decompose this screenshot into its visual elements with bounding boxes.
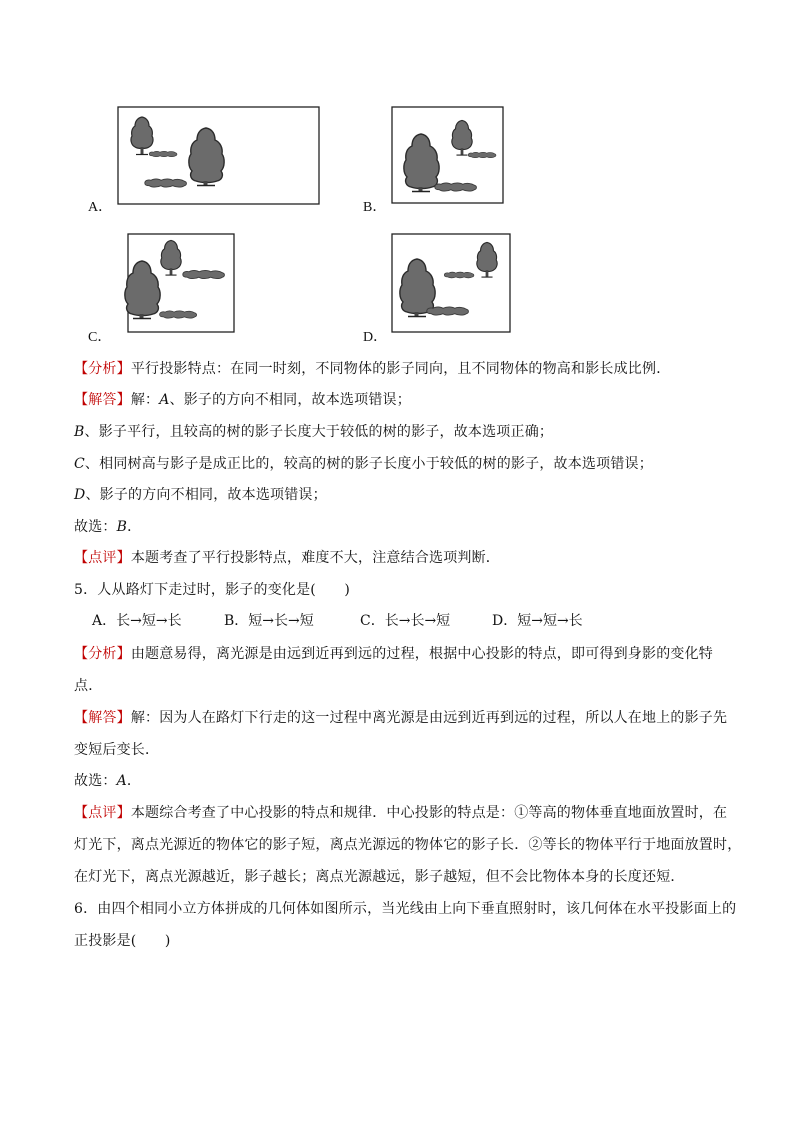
q5-comment-cont-2: 在灯光下，离点光源越近，影子越长；离点光源越远，影子越短，但不会比物体本身的长度还短． xyxy=(74,869,685,885)
q5-choice-c[interactable]: C．长→长→短 xyxy=(360,613,451,629)
shadow-icon xyxy=(183,270,225,278)
shadow-icon xyxy=(160,311,197,318)
q5-comment xyxy=(74,802,727,822)
q6-question: 6．由四个相同小立方体拼成的几何体如图所示，当光线由上向下垂直照射时，该几何体在水平投影面上的 xyxy=(74,901,737,917)
option-a-figure[interactable] xyxy=(88,104,328,214)
q5-choice-b[interactable]: B．短→长→短 xyxy=(224,613,314,629)
answer-text: 、影子平行，且较高的树的影子长度大于较低的树的影子，故本选项正确； xyxy=(84,424,554,440)
comment-tag: 【点评】 xyxy=(74,550,131,566)
option-b-figure[interactable] xyxy=(363,104,523,214)
q5-answer xyxy=(74,707,727,727)
q4-selection xyxy=(74,516,141,536)
q5-analysis-cont: 点． xyxy=(74,678,103,694)
q4-answer xyxy=(74,389,411,409)
comment-tag: 【点评】 xyxy=(74,805,131,821)
shadow-icon xyxy=(145,179,187,187)
option-d-label: D． xyxy=(363,330,388,345)
option-d-image xyxy=(363,232,523,342)
comment-text: 本题考查了平行投影特点，难度不大，注意结合选项判断． xyxy=(130,550,501,566)
q5-answer-cont: 变短后变长． xyxy=(74,742,160,758)
answer-text: 、相同树高与影子是成正比的，较高的树的影子长度小于较低的树的影子，故本选项错误； xyxy=(84,456,653,472)
shadow-icon xyxy=(444,272,474,278)
q6-question-cont: 正投影是( ) xyxy=(74,933,171,949)
q4-line-b xyxy=(74,421,553,441)
q4-analysis xyxy=(74,358,670,378)
select-end: ． xyxy=(126,773,142,789)
answer-letter: D xyxy=(74,487,86,503)
option-a-image xyxy=(88,104,328,214)
analysis-tag: 【分析】 xyxy=(74,361,131,377)
q5-selection xyxy=(74,770,141,790)
option-d-figure[interactable] xyxy=(363,232,523,345)
option-b-image xyxy=(363,104,523,214)
option-c-image xyxy=(88,232,248,342)
answer-letter: A xyxy=(159,392,170,408)
q4-comment xyxy=(74,547,500,567)
shadow-icon xyxy=(149,151,177,156)
q4-line-d xyxy=(74,484,327,504)
q5-choices xyxy=(92,610,583,630)
comment-text: 本题综合考查了中心投影的特点和规律．中心投影的特点是：①等高的物体垂直地面放置时，在 xyxy=(130,805,728,821)
answer-tag: 【解答】 xyxy=(74,710,131,726)
q5-analysis xyxy=(74,643,713,663)
q5-question: 5．人从路灯下走过时，影子的变化是( ) xyxy=(74,582,351,598)
option-b-label: B． xyxy=(363,200,387,215)
analysis-text: 平行投影特点：在同一时刻，不同物体的影子同向，且不同物体的物高和影长成比例． xyxy=(130,361,671,377)
answer-letter: C xyxy=(74,456,85,472)
answer-text: 、影子的方向不相同，故本选项错误； xyxy=(85,487,327,503)
answer-tag: 【解答】 xyxy=(74,392,131,408)
select-text: 故选： xyxy=(74,519,117,535)
q5-choice-d[interactable]: D．短→短→长 xyxy=(492,613,583,629)
answer-intro: 解： xyxy=(130,392,160,408)
analysis-tag: 【分析】 xyxy=(74,646,131,662)
option-c-label: C． xyxy=(88,330,112,345)
shadow-icon xyxy=(435,183,477,191)
q5-choice-a[interactable]: A．长→短→长 xyxy=(92,613,182,629)
select-letter: A xyxy=(116,773,127,789)
option-c-figure[interactable] xyxy=(88,232,248,345)
select-end: ． xyxy=(127,519,142,535)
option-a-label: A． xyxy=(88,200,113,215)
select-letter: B xyxy=(116,519,128,535)
analysis-text: 由题意易得，离光源是由远到近再到远的过程，根据中心投影的特点，即可得到身影的变化特 xyxy=(130,646,714,662)
q5-comment-cont-1: 灯光下，离点光源近的物体它的影子短，离点光源远的物体它的影子长．②等长的物体平行于地面放置时， xyxy=(74,837,742,853)
shadow-icon xyxy=(468,152,496,157)
answer-letter: B xyxy=(74,424,85,440)
answer-text: 、影子的方向不相同，故本选项错误； xyxy=(169,392,411,408)
q4-line-c xyxy=(74,453,653,473)
shadow-icon xyxy=(427,307,469,315)
answer-text: 解：因为人在路灯下行走的这一过程中离光源是由远到近再到远的过程，所以人在地上的影子先 xyxy=(130,710,728,726)
select-text: 故选： xyxy=(74,773,117,789)
